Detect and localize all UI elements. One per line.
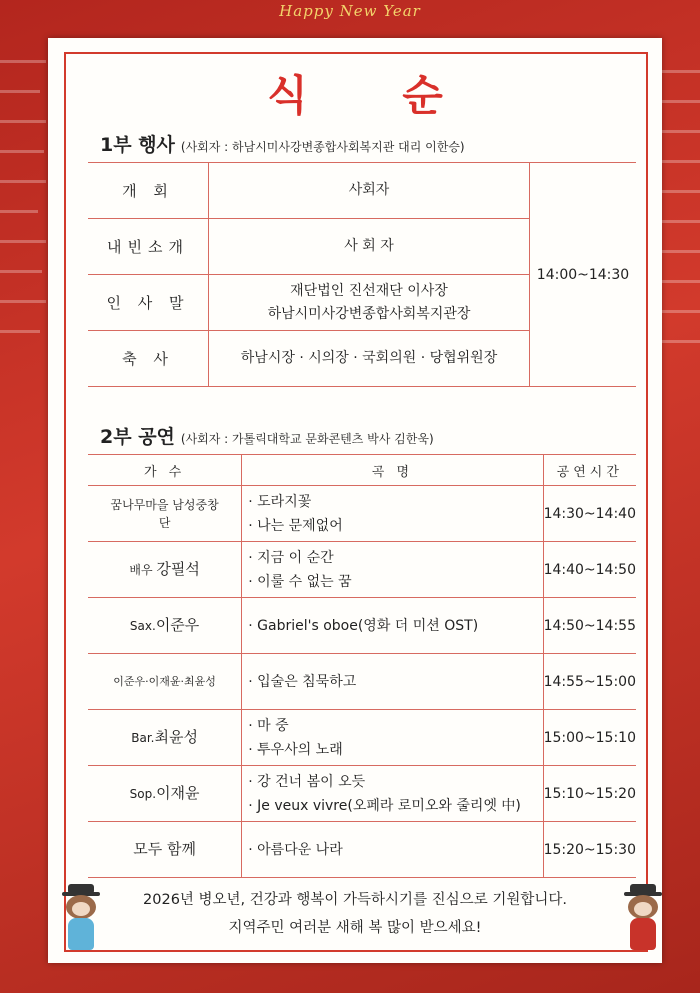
header-song: 곡 명	[242, 455, 543, 486]
row-label: 개 회	[88, 163, 209, 219]
performer: 배우 강필석	[88, 542, 242, 598]
performer: 모두 함께	[88, 822, 242, 878]
performer: Sop.이재윤	[88, 766, 242, 822]
song-list: · 입술은 침묵하고	[242, 654, 543, 710]
part2-heading	[100, 422, 434, 449]
table-row	[88, 486, 636, 542]
row-label: 인 사 말	[88, 275, 209, 331]
page-title: 식 순	[267, 71, 483, 120]
song-list: · 강 건너 봄이 오듯 · Je veux vivre(오페라 로미오와 줄리엣 中)	[242, 766, 543, 822]
performer: 꿈나무마을 남성중창단	[88, 486, 242, 542]
table-row	[88, 598, 636, 654]
row-content: 사 회 자	[209, 219, 530, 275]
mascot-left-icon	[62, 884, 100, 952]
performer: Sax.이준우	[88, 598, 242, 654]
performer: 이준우·이재윤·최윤성	[88, 654, 242, 710]
header-script: Happy New Year	[279, 2, 421, 20]
header-time: 공연시간	[543, 455, 636, 486]
footer-line-1: 2026년 병오년, 건강과 행복이 가득하시기를 진심으로 기원합니다.	[143, 892, 567, 908]
row-content: 재단법인 진선재단 이사장 하남시미사강변종합사회복지관장	[209, 275, 530, 331]
song-list: · 지금 이 순간 · 이룰 수 없는 꿈	[242, 542, 543, 598]
song-list: · 도라지꽃 · 나는 문제없어	[242, 486, 543, 542]
table-row	[88, 710, 636, 766]
part2-title: 2부 공연	[100, 426, 175, 448]
header-singer: 가 수	[88, 455, 242, 486]
song-list: · 아름다운 나라	[242, 822, 543, 878]
row-label: 축 사	[88, 331, 209, 387]
table-row	[88, 822, 636, 878]
performance-time: 14:40~14:50	[543, 542, 636, 598]
part1-table	[88, 162, 636, 387]
mascot-right-icon	[624, 884, 662, 952]
part2-table	[88, 454, 636, 878]
part1-host: (사회자 : 하남시미사강변종합사회복지관 대리 이한승)	[180, 140, 465, 154]
footer-message	[48, 886, 662, 942]
performance-time: 14:55~15:00	[543, 654, 636, 710]
table-header-row	[88, 455, 636, 486]
performance-time: 14:50~14:55	[543, 598, 636, 654]
row-label: 내빈소개	[88, 219, 209, 275]
table-row	[88, 542, 636, 598]
part1-heading	[100, 130, 465, 157]
row-content: 하남시장 · 시의장 · 국회의원 · 당협위원장	[209, 331, 530, 387]
footer-line-2: 지역주민 여러분 새해 복 많이 받으세요!	[228, 920, 482, 936]
song-list: · 마 중 · 투우사의 노래	[242, 710, 543, 766]
song-list: · Gabriel's oboe(영화 더 미션 OST)	[242, 598, 543, 654]
performance-time: 15:10~15:20	[543, 766, 636, 822]
performance-time: 15:20~15:30	[543, 822, 636, 878]
performance-time: 15:00~15:10	[543, 710, 636, 766]
row-content: 사회자	[209, 163, 530, 219]
performance-time: 14:30~14:40	[543, 486, 636, 542]
part1-title: 1부 행사	[100, 134, 175, 156]
table-row	[88, 654, 636, 710]
table-row	[88, 163, 636, 219]
performer: Bar.최윤성	[88, 710, 242, 766]
table-row	[88, 766, 636, 822]
program-card	[48, 38, 662, 963]
part2-host: (사회자 : 가톨릭대학교 문화콘텐츠 박사 김한욱)	[180, 432, 434, 446]
part1-time: 14:00~14:30	[530, 163, 637, 387]
